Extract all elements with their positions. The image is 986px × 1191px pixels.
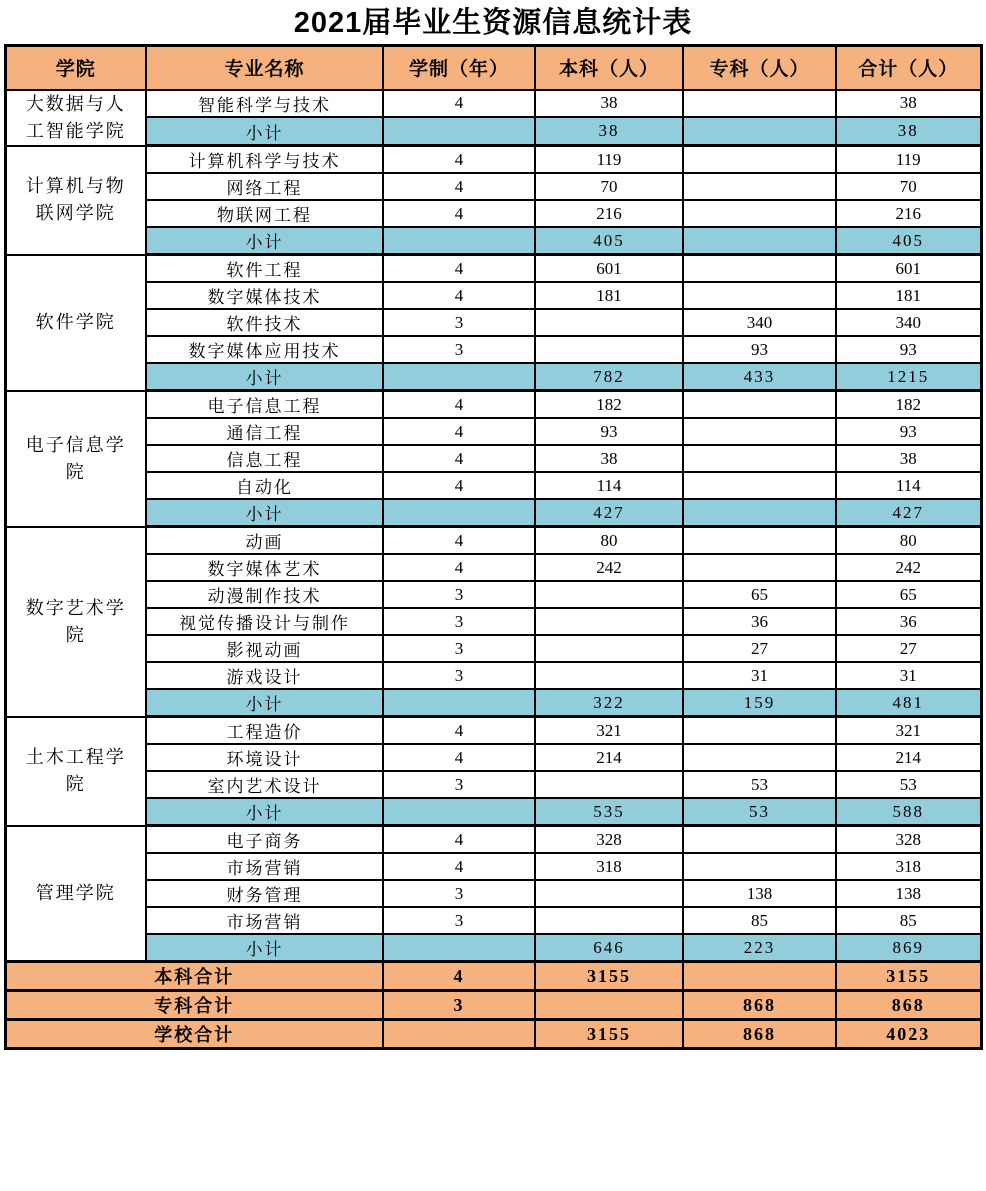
college-level-cell — [683, 554, 836, 581]
major-row — [5, 907, 981, 934]
total-cell: 181 — [836, 282, 981, 309]
total-cell: 70 — [836, 173, 981, 200]
subtotal-undergrad-cell: 646 — [535, 934, 683, 962]
major-row — [5, 527, 981, 555]
major-cell: 工程造价 — [146, 717, 383, 745]
duration-cell: 4 — [383, 554, 535, 581]
college-cell: 电子信息学院 — [5, 391, 146, 527]
major-cell: 游戏设计 — [146, 662, 383, 689]
subtotal-duration-cell — [383, 689, 535, 717]
undergrad-cell: 181 — [535, 282, 683, 309]
major-row — [5, 309, 981, 336]
subtotal-college-level-cell: 159 — [683, 689, 836, 717]
grand-total-row — [5, 1020, 981, 1049]
total-cell: 38 — [836, 445, 981, 472]
total-cell: 321 — [836, 717, 981, 745]
subtotal-college-level-cell: 223 — [683, 934, 836, 962]
college-cell: 大数据与人工智能学院 — [5, 90, 146, 146]
major-row — [5, 336, 981, 363]
college-cell: 计算机与物联网学院 — [5, 146, 146, 255]
grand-total-row — [5, 991, 981, 1020]
major-cell: 网络工程 — [146, 173, 383, 200]
undergrad-cell — [535, 309, 683, 336]
grand-total-total-cell: 3155 — [836, 962, 981, 991]
major-cell: 数字媒体应用技术 — [146, 336, 383, 363]
subtotal-undergrad-cell: 782 — [535, 363, 683, 391]
major-cell: 智能科学与技术 — [146, 90, 383, 118]
col-header-major: 专业名称 — [146, 46, 383, 90]
subtotal-row — [5, 499, 981, 527]
major-row — [5, 744, 981, 771]
duration-cell: 3 — [383, 880, 535, 907]
undergrad-cell: 214 — [535, 744, 683, 771]
college-level-cell — [683, 200, 836, 227]
major-row — [5, 282, 981, 309]
subtotal-label-cell: 小计 — [146, 227, 383, 255]
grand-total-total-cell: 4023 — [836, 1020, 981, 1049]
major-row — [5, 554, 981, 581]
duration-cell: 3 — [383, 336, 535, 363]
duration-cell: 3 — [383, 608, 535, 635]
duration-cell: 4 — [383, 255, 535, 283]
major-cell: 室内艺术设计 — [146, 771, 383, 798]
total-cell: 85 — [836, 907, 981, 934]
duration-cell: 3 — [383, 907, 535, 934]
grand-total-total-cell: 868 — [836, 991, 981, 1020]
subtotal-college-level-cell: 433 — [683, 363, 836, 391]
subtotal-duration-cell — [383, 934, 535, 962]
major-row — [5, 472, 981, 499]
undergrad-cell — [535, 662, 683, 689]
major-row — [5, 662, 981, 689]
subtotal-total-cell: 869 — [836, 934, 981, 962]
subtotal-row — [5, 689, 981, 717]
major-cell: 信息工程 — [146, 445, 383, 472]
subtotal-college-level-cell — [683, 499, 836, 527]
college-level-cell — [683, 527, 836, 555]
college-level-cell — [683, 853, 836, 880]
subtotal-row — [5, 798, 981, 826]
grand-total-undergrad-cell — [535, 991, 683, 1020]
grand-total-label-cell: 本科合计 — [5, 962, 383, 991]
major-row — [5, 581, 981, 608]
total-cell: 114 — [836, 472, 981, 499]
major-cell: 财务管理 — [146, 880, 383, 907]
grand-total-duration-cell — [383, 1020, 535, 1049]
undergrad-cell: 601 — [535, 255, 683, 283]
subtotal-undergrad-cell: 427 — [535, 499, 683, 527]
subtotal-duration-cell — [383, 117, 535, 145]
total-cell: 36 — [836, 608, 981, 635]
duration-cell: 4 — [383, 391, 535, 419]
college-level-cell — [683, 445, 836, 472]
college-level-cell — [683, 90, 836, 118]
major-row — [5, 200, 981, 227]
subtotal-label-cell: 小计 — [146, 798, 383, 826]
subtotal-total-cell: 427 — [836, 499, 981, 527]
total-cell: 340 — [836, 309, 981, 336]
duration-cell: 3 — [383, 581, 535, 608]
total-cell: 216 — [836, 200, 981, 227]
duration-cell: 4 — [383, 146, 535, 174]
duration-cell: 4 — [383, 527, 535, 555]
major-cell: 通信工程 — [146, 418, 383, 445]
total-cell: 119 — [836, 146, 981, 174]
undergrad-cell — [535, 336, 683, 363]
major-row — [5, 880, 981, 907]
subtotal-college-level-cell — [683, 227, 836, 255]
subtotal-total-cell: 38 — [836, 117, 981, 145]
duration-cell: 3 — [383, 771, 535, 798]
total-cell: 318 — [836, 853, 981, 880]
undergrad-cell: 80 — [535, 527, 683, 555]
undergrad-cell — [535, 608, 683, 635]
subtotal-total-cell: 588 — [836, 798, 981, 826]
table-body — [5, 90, 981, 1049]
duration-cell: 4 — [383, 418, 535, 445]
major-cell: 影视动画 — [146, 635, 383, 662]
total-cell: 31 — [836, 662, 981, 689]
college-cell: 软件学院 — [5, 255, 146, 391]
grand-total-college-level-cell: 868 — [683, 991, 836, 1020]
col-header-total: 合计（人） — [836, 46, 981, 90]
subtotal-label-cell: 小计 — [146, 117, 383, 145]
duration-cell: 4 — [383, 744, 535, 771]
subtotal-duration-cell — [383, 798, 535, 826]
major-row — [5, 173, 981, 200]
undergrad-cell: 38 — [535, 445, 683, 472]
major-cell: 物联网工程 — [146, 200, 383, 227]
duration-cell: 4 — [383, 200, 535, 227]
college-level-cell — [683, 744, 836, 771]
total-cell: 138 — [836, 880, 981, 907]
undergrad-cell — [535, 581, 683, 608]
duration-cell: 4 — [383, 445, 535, 472]
duration-cell: 4 — [383, 90, 535, 118]
subtotal-duration-cell — [383, 227, 535, 255]
header-row — [5, 46, 981, 90]
college-cell: 土木工程学院 — [5, 717, 146, 826]
college-level-cell: 340 — [683, 309, 836, 336]
major-cell: 电子信息工程 — [146, 391, 383, 419]
major-row — [5, 853, 981, 880]
major-row — [5, 391, 981, 419]
duration-cell: 4 — [383, 472, 535, 499]
undergrad-cell — [535, 635, 683, 662]
grand-total-college-level-cell: 868 — [683, 1020, 836, 1049]
subtotal-undergrad-cell: 38 — [535, 117, 683, 145]
table-header — [5, 46, 981, 90]
undergrad-cell: 242 — [535, 554, 683, 581]
college-level-cell — [683, 391, 836, 419]
duration-cell: 3 — [383, 309, 535, 336]
college-level-cell: 85 — [683, 907, 836, 934]
college-level-cell: 31 — [683, 662, 836, 689]
major-cell: 自动化 — [146, 472, 383, 499]
undergrad-cell — [535, 907, 683, 934]
grand-total-undergrad-cell: 3155 — [535, 1020, 683, 1049]
major-row — [5, 771, 981, 798]
college-level-cell — [683, 418, 836, 445]
subtotal-undergrad-cell: 322 — [535, 689, 683, 717]
subtotal-total-cell: 405 — [836, 227, 981, 255]
grand-total-college-level-cell — [683, 962, 836, 991]
col-header-college: 学院 — [5, 46, 146, 90]
major-row — [5, 418, 981, 445]
grand-total-label-cell: 学校合计 — [5, 1020, 383, 1049]
total-cell: 242 — [836, 554, 981, 581]
college-level-cell — [683, 282, 836, 309]
subtotal-college-level-cell: 53 — [683, 798, 836, 826]
college-cell: 管理学院 — [5, 826, 146, 962]
undergrad-cell: 216 — [535, 200, 683, 227]
undergrad-cell — [535, 880, 683, 907]
college-level-cell: 36 — [683, 608, 836, 635]
college-level-cell — [683, 717, 836, 745]
college-level-cell — [683, 173, 836, 200]
subtotal-label-cell: 小计 — [146, 689, 383, 717]
subtotal-label-cell: 小计 — [146, 499, 383, 527]
subtotal-duration-cell — [383, 363, 535, 391]
subtotal-duration-cell — [383, 499, 535, 527]
undergrad-cell: 70 — [535, 173, 683, 200]
duration-cell: 3 — [383, 635, 535, 662]
undergrad-cell: 114 — [535, 472, 683, 499]
undergrad-cell: 119 — [535, 146, 683, 174]
total-cell: 93 — [836, 336, 981, 363]
major-cell: 市场营销 — [146, 853, 383, 880]
subtotal-row — [5, 117, 981, 145]
grand-total-undergrad-cell: 3155 — [535, 962, 683, 991]
subtotal-row — [5, 363, 981, 391]
total-cell: 38 — [836, 90, 981, 118]
major-cell: 环境设计 — [146, 744, 383, 771]
total-cell: 214 — [836, 744, 981, 771]
college-level-cell: 138 — [683, 880, 836, 907]
major-row — [5, 90, 981, 118]
subtotal-row — [5, 934, 981, 962]
total-cell: 601 — [836, 255, 981, 283]
subtotal-label-cell: 小计 — [146, 363, 383, 391]
undergrad-cell: 38 — [535, 90, 683, 118]
total-cell: 53 — [836, 771, 981, 798]
college-level-cell — [683, 255, 836, 283]
graduate-stats-table — [4, 44, 983, 1050]
duration-cell: 4 — [383, 173, 535, 200]
major-cell: 数字媒体艺术 — [146, 554, 383, 581]
subtotal-undergrad-cell: 405 — [535, 227, 683, 255]
total-cell: 328 — [836, 826, 981, 854]
major-row — [5, 255, 981, 283]
duration-cell: 4 — [383, 717, 535, 745]
page-title: 2021届毕业生资源信息统计表 — [293, 7, 693, 39]
grand-total-duration-cell: 3 — [383, 991, 535, 1020]
total-cell: 93 — [836, 418, 981, 445]
col-header-college-level: 专科（人） — [683, 46, 836, 90]
total-cell: 27 — [836, 635, 981, 662]
major-row — [5, 717, 981, 745]
undergrad-cell: 182 — [535, 391, 683, 419]
undergrad-cell: 328 — [535, 826, 683, 854]
major-cell: 市场营销 — [146, 907, 383, 934]
major-row — [5, 826, 981, 854]
duration-cell: 4 — [383, 826, 535, 854]
grand-total-label-cell: 专科合计 — [5, 991, 383, 1020]
col-header-undergrad: 本科（人） — [535, 46, 683, 90]
duration-cell: 3 — [383, 662, 535, 689]
college-cell: 数字艺术学院 — [5, 527, 146, 717]
total-cell: 65 — [836, 581, 981, 608]
subtotal-undergrad-cell: 535 — [535, 798, 683, 826]
duration-cell: 4 — [383, 282, 535, 309]
subtotal-total-cell: 481 — [836, 689, 981, 717]
college-level-cell: 93 — [683, 336, 836, 363]
duration-cell: 4 — [383, 853, 535, 880]
subtotal-college-level-cell — [683, 117, 836, 145]
major-cell: 动漫制作技术 — [146, 581, 383, 608]
undergrad-cell: 318 — [535, 853, 683, 880]
major-cell: 动画 — [146, 527, 383, 555]
grand-total-duration-cell: 4 — [383, 962, 535, 991]
major-cell: 数字媒体技术 — [146, 282, 383, 309]
total-cell: 182 — [836, 391, 981, 419]
major-row — [5, 635, 981, 662]
college-level-cell: 53 — [683, 771, 836, 798]
college-level-cell: 27 — [683, 635, 836, 662]
major-cell: 视觉传播设计与制作 — [146, 608, 383, 635]
undergrad-cell: 321 — [535, 717, 683, 745]
college-level-cell — [683, 146, 836, 174]
undergrad-cell — [535, 771, 683, 798]
major-row — [5, 445, 981, 472]
grand-total-row — [5, 962, 981, 991]
undergrad-cell: 93 — [535, 418, 683, 445]
major-cell: 电子商务 — [146, 826, 383, 854]
subtotal-label-cell: 小计 — [146, 934, 383, 962]
major-cell: 软件工程 — [146, 255, 383, 283]
major-cell: 软件技术 — [146, 309, 383, 336]
col-header-duration: 学制（年） — [383, 46, 535, 90]
major-cell: 计算机科学与技术 — [146, 146, 383, 174]
total-cell: 80 — [836, 527, 981, 555]
subtotal-total-cell: 1215 — [836, 363, 981, 391]
major-row — [5, 146, 981, 174]
major-row — [5, 608, 981, 635]
college-level-cell: 65 — [683, 581, 836, 608]
college-level-cell — [683, 472, 836, 499]
subtotal-row — [5, 227, 981, 255]
college-level-cell — [683, 826, 836, 854]
